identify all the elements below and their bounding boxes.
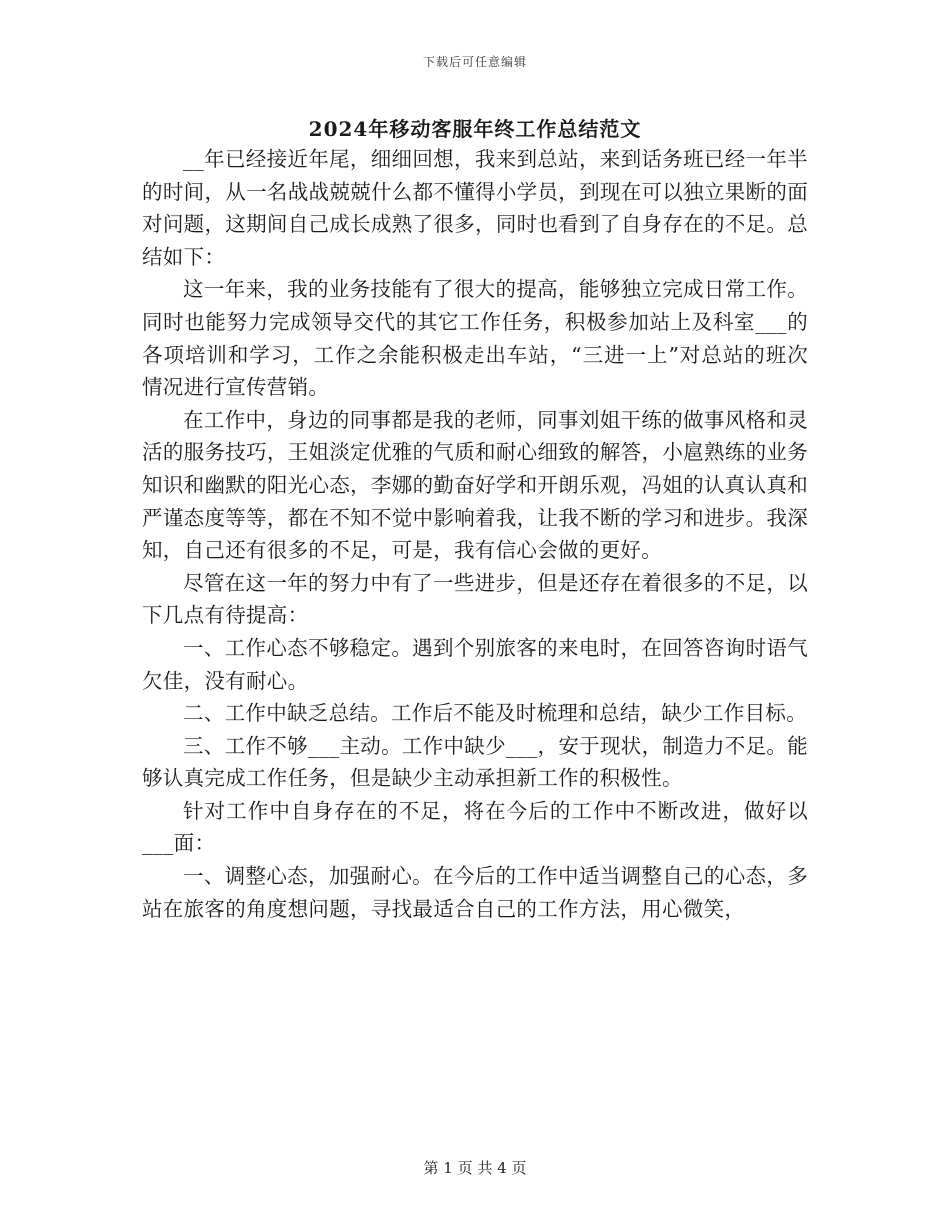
page-indicator: 第 1 页 共 4 页 <box>423 1159 527 1177</box>
paragraph: 这一年来，我的业务技能有了很大的提高，能够独立完成日常工作。同时也能努力完成领导交代的其它工作任务，积极参加站上及科室___的各项培训和学习，工作之余能积极走出车站，“三进一上”对总站的班次情况进行宣传营销。 <box>142 277 808 400</box>
paragraph: 一、调整心态，加强耐心。在今后的工作中适当调整自己的心态，多站在旅客的角度想问题，寻找最适合自己的工作方法，用心微笑， <box>142 864 808 921</box>
paragraph: 三、工作不够___主动。工作中缺少___，安于现状，制造力不足。能够认真完成工作任务，但是缺少主动承担新工作的积极性。 <box>142 733 808 791</box>
paragraph: 针对工作中自身存在的不足，将在今后的工作中不断改进，做好以___面： <box>142 798 808 856</box>
paragraph: 一、工作心态不够稳定。遇到个别旅客的来电时，在回答咨询时语气欠佳，没有耐心。 <box>142 635 808 693</box>
paragraph: __年已经接近年尾，细细回想，我来到总站，来到话务班已经一年半的时间，从一名战战兢兢什么都不懂得小学员，到现在可以独立果断的面对问题，这期间自己成长成熟了很多，同时也看到了自身存在的不足。总结如下： <box>142 147 808 269</box>
paragraph: 在工作中，身边的同事都是我的老师，同事刘姐干练的做事风格和灵活的服务技巧，王姐淡定优雅的气质和耐心细致的解答，小扈熟练的业务知识和幽默的阳光心态，李娜的勤奋好学和开朗乐观，冯姐的认真认真和严谨态度等等，都在不知不觉中影响着我，让我不断的学习和进步。我深知，自己还有很多的不足，可是，我有信心会做的更好。 <box>142 407 808 563</box>
document-title: 2024年移动客服年终工作总结范文 <box>308 117 642 141</box>
header-note: 下载后可任意编辑 <box>422 55 527 69</box>
document-body <box>142 143 808 925</box>
paragraph: 尽管在这一年的努力中有了一些进步，但是还存在着很多的不足，以下几点有待提高： <box>142 570 808 628</box>
paragraph: 二、工作中缺乏总结。工作后不能及时梳理和总结，缺少工作目标。 <box>183 701 807 726</box>
